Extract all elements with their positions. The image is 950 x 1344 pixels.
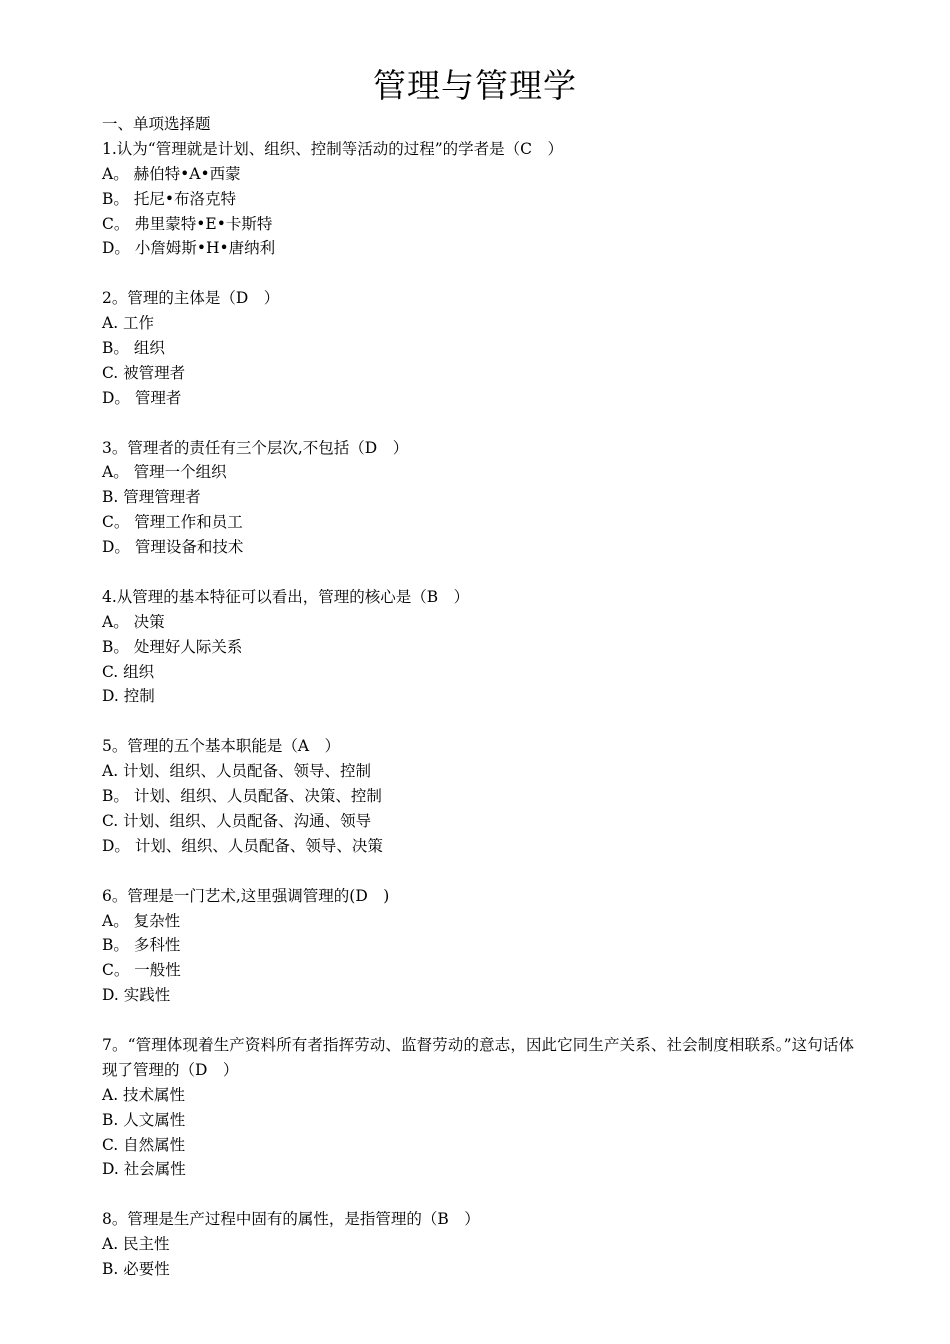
question-stem: 3。管理者的责任有三个层次,不包括（D ） [102, 438, 409, 457]
question-6 [102, 884, 854, 1008]
blank-line [102, 411, 854, 436]
blank-line [102, 261, 854, 286]
question-4 [102, 585, 854, 709]
question-stem: 5。管理的五个基本职能是（A ） [102, 737, 341, 756]
option-a: A。 管理一个组织 [102, 463, 227, 482]
option-c: C。 一般性 [102, 961, 181, 980]
section-heading: 一、单项选择题 [102, 115, 211, 133]
option-a: A。 赫伯特•A•西蒙 [102, 164, 241, 183]
question-2 [102, 286, 854, 410]
option-a: A. 计划、组织、人员配备、领导、控制 [102, 762, 372, 781]
page-title: 管理与管理学 [373, 66, 577, 105]
option-c: C. 自然属性 [102, 1135, 186, 1154]
document-body [102, 112, 854, 1282]
option-c: C. 组织 [102, 662, 155, 681]
option-a: A. 技术属性 [102, 1085, 186, 1104]
option-b: B. 必要性 [102, 1260, 170, 1278]
option-a: A。 复杂性 [102, 911, 181, 930]
option-b: B。 组织 [102, 339, 165, 358]
option-b: B。 计划、组织、人员配备、决策、控制 [102, 787, 382, 806]
option-c: C. 被管理者 [102, 363, 186, 382]
option-d: D. 控制 [102, 687, 155, 706]
option-d: D。 计划、组织、人员配备、领导、决策 [102, 836, 383, 855]
question-7 [102, 1033, 854, 1182]
option-b: B. 人文属性 [102, 1110, 186, 1129]
question-5 [102, 734, 854, 858]
option-d: D. 社会属性 [102, 1160, 186, 1179]
option-b: B. 管理管理者 [102, 488, 201, 507]
blank-line [102, 560, 854, 585]
blank-line [102, 1008, 854, 1033]
option-a: A. 民主性 [102, 1235, 170, 1254]
question-stem: 7。“管理体现着生产资料所有者指挥劳动、监督劳动的意志，因此它同生产关系、社会制度相联系。”这句话体现了管理的（D ） [102, 1035, 854, 1079]
option-d: D。 管理设备和技术 [102, 538, 244, 557]
option-a: A。 决策 [102, 612, 165, 631]
option-d: D。 小詹姆斯•H•唐纳利 [102, 239, 276, 258]
question-stem: 1.认为“管理就是计划、组织、控制等活动的过程”的学者是（C ） [102, 139, 563, 158]
question-stem: 4.从管理的基本特征可以看出，管理的核心是（B ） [102, 587, 470, 606]
question-1 [102, 137, 854, 261]
option-a: A. 工作 [102, 314, 155, 333]
blank-line [102, 709, 854, 734]
question-stem: 2。管理的主体是（D ） [102, 289, 280, 308]
option-b: B。 多科性 [102, 936, 181, 955]
question-stem: 8。管理是生产过程中固有的属性，是指管理的（B ） [102, 1210, 480, 1229]
option-c: C。 弗里蒙特•E•卡斯特 [102, 214, 273, 233]
question-8 [102, 1207, 854, 1282]
option-b: B。 处理好人际关系 [102, 637, 243, 656]
question-stem: 6。管理是一门艺术,这里强调管理的(D ) [102, 886, 390, 905]
option-b: B。 托尼•布洛克特 [102, 189, 236, 208]
blank-line [102, 1182, 854, 1207]
option-c: C。 管理工作和员工 [102, 513, 243, 532]
option-c: C. 计划、组织、人员配备、沟通、领导 [102, 811, 372, 830]
option-d: D. 实践性 [102, 986, 171, 1005]
question-3 [102, 436, 854, 560]
blank-line [102, 859, 854, 884]
option-d: D。 管理者 [102, 388, 182, 407]
